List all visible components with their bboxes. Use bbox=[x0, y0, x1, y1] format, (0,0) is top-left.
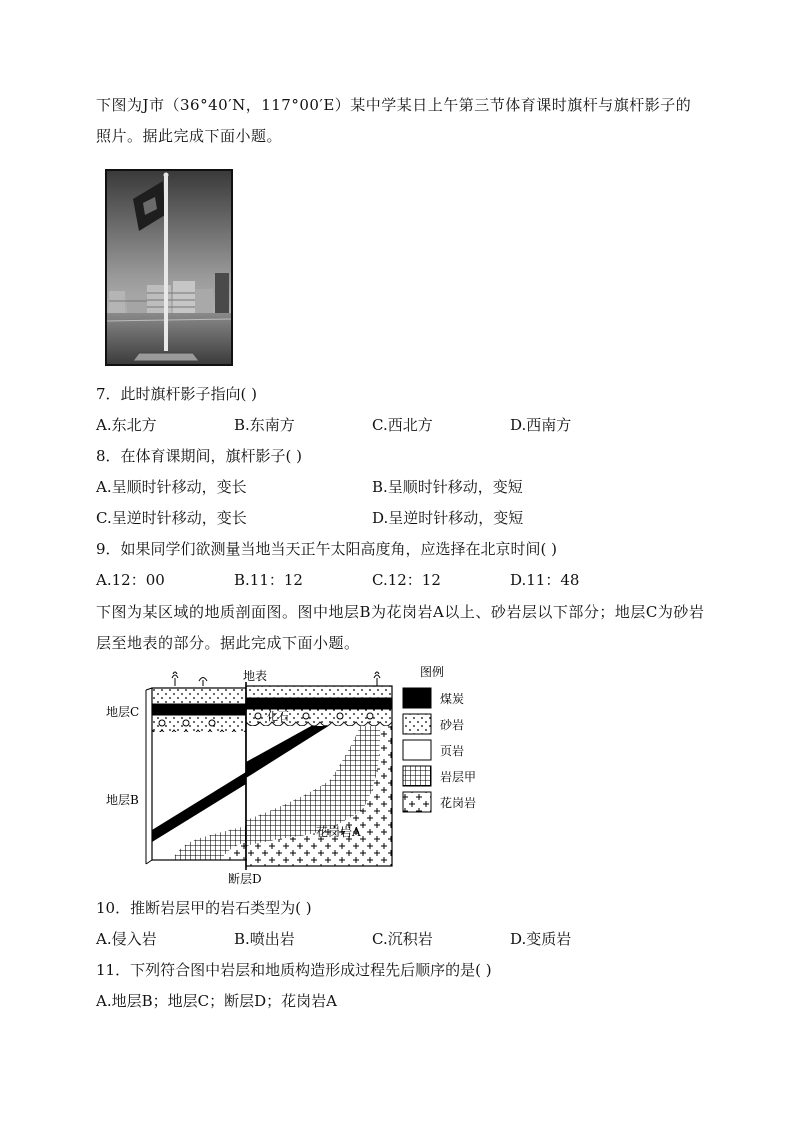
flagpole-photo bbox=[105, 169, 233, 366]
question-7-stem: 7．此时旗杆影子指向( ) bbox=[96, 385, 258, 403]
question-7-option-a: A.东北方 bbox=[96, 416, 157, 434]
question-8-option-b: B.呈顺时针移动，变短 bbox=[372, 478, 523, 496]
fossil-label: 化石 bbox=[267, 710, 289, 723]
fault-d-label: 断层D bbox=[228, 872, 262, 886]
geologic-cross-section bbox=[100, 660, 500, 890]
legend-swatch-granite bbox=[403, 792, 431, 812]
question-7-option-d: D.西南方 bbox=[510, 416, 572, 434]
question-10-stem: 10．推断岩层甲的岩石类型为( ) bbox=[96, 899, 312, 917]
question-7-option-c: C.西北方 bbox=[372, 416, 433, 434]
legend-label-shale: 页岩 bbox=[440, 744, 465, 758]
question-8-option-a: A.呈顺时针移动，变长 bbox=[96, 478, 247, 496]
legend-title: 图例 bbox=[420, 665, 445, 679]
legend-label-rock-layer: 岩层甲 bbox=[440, 770, 477, 784]
legend-swatch-rock-layer bbox=[403, 766, 431, 786]
question-9-option-d: D.11：48 bbox=[510, 571, 580, 589]
question-8-option-d: D.呈逆时针移动，变短 bbox=[372, 509, 524, 527]
intro-paragraph-1: 下图为J市（36°40′N，117°00′E）某中学某日上午第三节体育课时旗杆与旗杆影子的照片。据此完成下面小题。 bbox=[96, 96, 692, 145]
question-10-option-c: C.沉积岩 bbox=[372, 930, 433, 948]
question-9-option-a: A.12：00 bbox=[96, 571, 165, 589]
legend-label-granite: 花岗岩 bbox=[440, 796, 477, 810]
question-11-stem: 11．下列符合图中岩层和地质构造形成过程先后顺序的是( ) bbox=[96, 961, 492, 979]
question-10-option-d: D.变质岩 bbox=[510, 930, 572, 948]
question-10-option-b: B.喷出岩 bbox=[234, 930, 295, 948]
layer-b-label: 地层B bbox=[106, 793, 139, 807]
question-8-stem: 8．在体育课期间，旗杆影子( ) bbox=[96, 447, 303, 465]
legend-swatch-shale bbox=[403, 740, 431, 760]
question-10-option-a: A.侵入岩 bbox=[96, 930, 157, 948]
legend-swatch-sandstone bbox=[403, 714, 431, 734]
question-8-option-c: C.呈逆时针移动，变长 bbox=[96, 509, 247, 527]
legend-label-coal: 煤炭 bbox=[440, 692, 465, 706]
surface-label: 地表 bbox=[243, 669, 268, 683]
layer-c-label: 地层C bbox=[106, 705, 140, 719]
question-7-option-b: B.东南方 bbox=[234, 416, 295, 434]
granite-a-label: 花岗岩A bbox=[316, 825, 361, 839]
question-9-option-b: B.11：12 bbox=[234, 571, 303, 589]
legend-label-sandstone: 砂岩 bbox=[440, 718, 465, 732]
question-9-option-c: C.12：12 bbox=[372, 571, 441, 589]
question-9-stem: 9．如果同学们欲测量当地当天正午太阳高度角，应选择在北京时间( ) bbox=[96, 540, 558, 558]
question-11-option-a: A.地层B；地层C；断层D；花岗岩A bbox=[96, 992, 337, 1010]
intro-paragraph-2: 下图为某区域的地质剖面图。图中地层B为花岗岩A以上、砂岩层以下部分；地层C为砂岩层至地表的部分。据此完成下面小题。 bbox=[96, 603, 705, 652]
legend-swatch-coal bbox=[403, 688, 431, 708]
